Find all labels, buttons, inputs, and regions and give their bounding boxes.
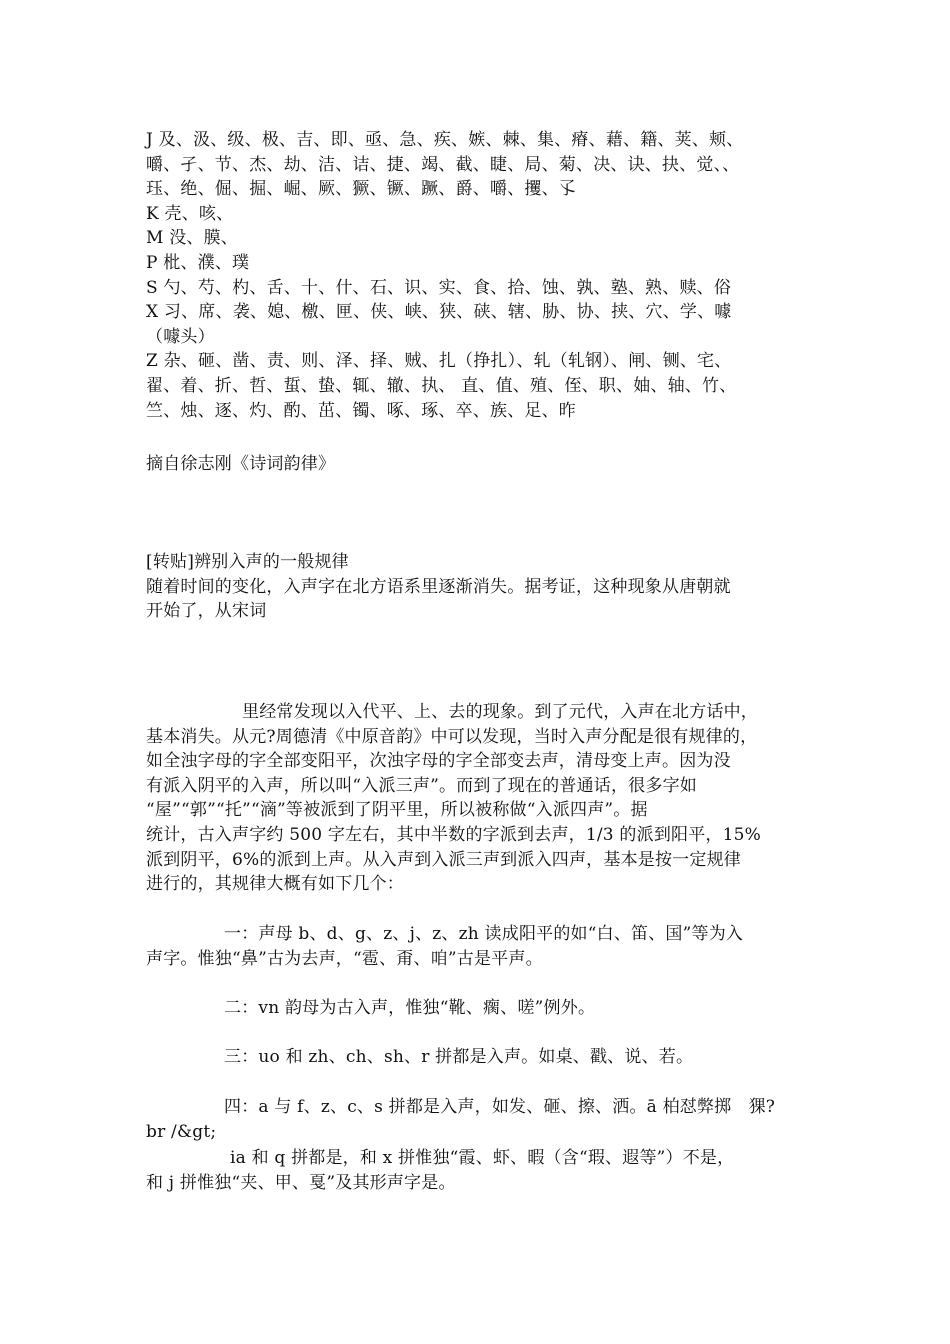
char-list-line: P 枇、濮、璞 (146, 252, 250, 273)
char-list-line: 珏、绝、倔、掘、崛、厥、獗、镢、蹶、爵、嚼、攫、孓 (146, 179, 576, 200)
rule-four (146, 1095, 826, 1144)
rule-line: 四：a 与 f、z、c、s 拼都是入声，如发、砸、擦、洒。ā 柏怼弊掷 猓? (224, 1097, 776, 1117)
paragraph-line: 统计，古入声字约 500 字左右，其中半数的字派到去声，1/3 的派到阳平，15% (146, 824, 762, 845)
main-paragraph (146, 700, 826, 897)
rule-one (146, 922, 826, 971)
rule-line: 二：vn 韵母为古入声，惟独“靴、瘸、嗟”例外。 (224, 998, 596, 1018)
source-line: 摘自徐志刚《诗词韵律》 (146, 454, 336, 474)
paragraph-line: 有派入阴平的入声，所以叫“入派三声”。而到了现在的普通话，很多字如 (146, 775, 697, 796)
rule-line: 和 j 拼惟独“夹、甲、戛”及其形声字是。 (146, 1172, 456, 1193)
char-list-line: Z 杂、砸、凿、责、则、泽、择、贼、扎（挣扎）、轧（轧钢）、闸、铡、宅、 (146, 351, 732, 372)
rule-five (146, 1146, 826, 1195)
paragraph-line: 派到阴平，6%的派到上声。从入声到入派三声到派入四声，基本是按一定规律 (146, 849, 741, 870)
char-list-line: （噱头） (146, 326, 215, 347)
rule-line: ia 和 q 拼都是，和 x 拼惟独“霞、虾、暇（含“瑕、遐等”）不是， (230, 1148, 735, 1168)
char-list-line: 竺、烛、逐、灼、酌、茁、镯、啄、琢、卒、族、足、昨 (146, 400, 576, 421)
char-list-line: X 习、席、袭、媳、檄、匣、侠、峡、狭、硖、辖、胁、协、挟、穴、学、噱 (146, 302, 732, 323)
character-list-section (146, 128, 826, 423)
char-list-line: J 及、汲、级、极、吉、即、亟、急、疾、嫉、棘、集、瘠、藉、籍、荚、颊、 (146, 130, 744, 150)
rule-line: 声字。惟独“鼻”古为去声，“雹、甭、咱”古是平声。 (146, 948, 543, 969)
rule-three (146, 1045, 826, 1070)
paragraph-line: “屋”“郭”“托”“滴”等被派到了阴平里，所以被称做“入派四声”。据 (146, 800, 648, 821)
paragraph-line: 基本消失。从元?周德清《中原音韵》中可以发现，当时入声分配是很有规律的， (146, 726, 758, 747)
rule-two (146, 996, 826, 1021)
char-list-line: M 没、膜、 (146, 228, 239, 249)
rule-line: 一：声母 b、d、g、z、j、z、zh 读成阳平的如“白、笛、国”等为入 (224, 924, 744, 944)
repost-section (146, 550, 826, 624)
rule-line: 三：uo 和 zh、ch、sh、r 拼都是入声。如桌、戳、说、若。 (224, 1047, 694, 1067)
char-list-line: 翟、着、折、哲、蜇、蛰、辄、辙、执、 直、值、殖、侄、职、妯、轴、竹、 (146, 375, 737, 396)
paragraph-line: 进行的，其规律大概有如下几个： (146, 874, 404, 895)
char-list-line: S 勺、芍、杓、舌、十、什、石、识、实、食、拾、蚀、孰、塾、熟、赎、俗 (146, 277, 732, 298)
repost-line: 开始了，从宋词 (146, 601, 267, 622)
paragraph-line: 如全浊字母的字全部变阳平，次浊字母的字全部变去声，清母变上声。因为没 (146, 751, 731, 772)
rule-line: br /&gt; (146, 1121, 217, 1142)
paragraph-line: 里经常发现以入代平、上、去的现象。到了元代，入声在北方话中， (242, 702, 758, 722)
char-list-line: K 壳、咳、 (146, 203, 234, 224)
char-list-line: 嚼、孑、节、杰、劫、洁、诘、捷、竭、截、睫、局、菊、决、诀、抉、觉、、 (146, 154, 740, 175)
repost-title: [转贴]辨别入声的一般规律 (146, 552, 349, 572)
repost-line: 随着时间的变化，入声字在北方语系里逐渐消失。据考证，这种现象从唐朝就 (146, 576, 731, 597)
source-citation (146, 452, 826, 477)
